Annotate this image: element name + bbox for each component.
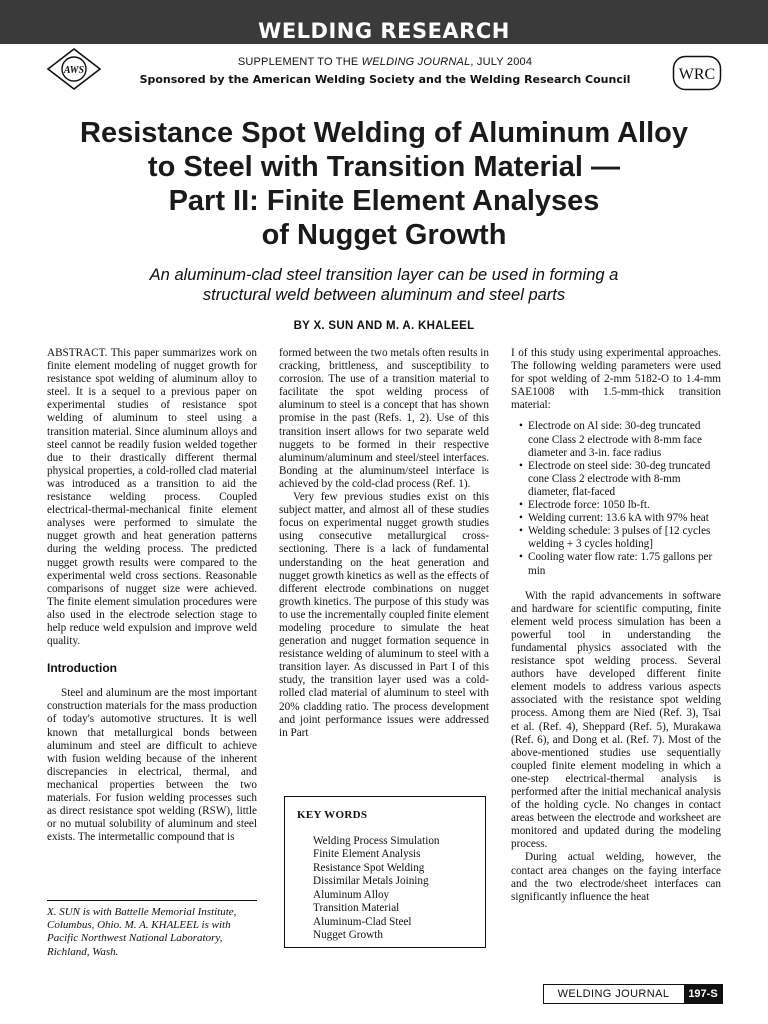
aws-logo-text: AWS — [63, 65, 85, 76]
keywords-heading: KEY WORDS — [297, 809, 368, 821]
header-banner — [0, 0, 768, 44]
deck-line: structural weld between aluminum and steel parts — [202, 286, 566, 304]
abstract: ABSTRACT. This paper summarizes work on finite element modeling of nugget growth for resistance spot welding of aluminum alloy to steel. It is a sequel to a previous paper on experimental studies of resistance spot welding of aluminum to steel using a transition material. Since aluminum alloys and steel cannot be readily fusion welded together due to their drastically different thermal physical properties, a cold-rolled clad material was introduced as a transition to aid the resistance welding process. Coupled electrical-thermal-mechanical finite element analyses were performed to simulate the nugget growth and heat generation patterns during the welding process. The predicted nugget growth results were compared to the experimental weld cross sections. Reasonable comparisons of nugget size were achieved. The finite element simulation procedures were also used in the electrode selection stage to help reduce weld expulsion and improve weld quality. — [47, 347, 257, 648]
parameter-item: • Cooling water flow rate: 1.75 gallons per min — [519, 551, 721, 577]
keyword-item: Transition Material — [313, 902, 400, 914]
wrc-logo — [672, 55, 722, 91]
section-title: WELDING RESEARCH — [258, 19, 510, 43]
aws-logo — [46, 47, 102, 91]
keyword-item: Nugget Growth — [313, 929, 383, 941]
keyword-item: Dissimilar Metals Joining — [313, 875, 429, 887]
footer-journal: WELDING JOURNAL — [557, 988, 670, 1000]
deck-line: An aluminum-clad steel transition layer can be used in forming a — [149, 266, 619, 284]
column-2 — [279, 347, 489, 740]
supplement-journal: WELDING JOURNAL — [361, 56, 471, 68]
wrc-logo-text: WRC — [678, 66, 716, 83]
keyword-item: Finite Element Analysis — [313, 848, 421, 860]
page-number: 197-S — [684, 985, 722, 1003]
body-paragraph: With the rapid advancements in software and hardware for scientific computing, finite element weld process simulation has been a powerful tool in understanding the fundamental physics associated with the resistance spot welding process. Several authors have developed different finite element models to address various aspects associated with the resistance spot welding process. Among them are Nied (Ref. 3), Tsai et al. (Ref. 4), Sheppard (Ref. 5), Murakawa (Ref. 6), and Dong et al. (Ref. 7). Most of the above-mentioned studies use sequentially coupled finite element modeling in which a one-step electrical-thermal analysis is performed after the initial mechanical analysis of the holding cycle. No changes in contact areas between the electrode and worksheet are monitored and updated during the modeling process. — [511, 589, 721, 851]
keyword-item: Aluminum-Clad Steel — [313, 915, 412, 928]
body-paragraph: formed between the two metals often results in cracking, brittleness, and susceptibility to corrosion. The use of a transition material to facilitate the spot welding process of aluminum to steel is a concept that has shown promise in the past (Refs. 1, 2). Use of this transition insert allows for two separate weld nuggets to be formed in their respective aluminum/aluminum and steel/steel interfaces. Bonding at the aluminum/steel interface is achieved by the cold-clad process (Ref. 1). — [279, 347, 489, 490]
column-1 — [47, 347, 257, 844]
page-footer — [543, 984, 723, 1004]
keywords-box — [284, 796, 486, 948]
keyword-item: Resistance Spot Welding — [313, 861, 425, 874]
supplement-line — [110, 56, 660, 68]
parameter-item: • Electrode on steel side: 30-deg truncated cone Class 2 electrode with 8-mm diameter, flat-faced — [519, 460, 721, 499]
byline: BY X. SUN AND M. A. KHALEEL — [293, 320, 475, 332]
body-paragraph: I of this study using experimental approaches. The following welding parameters were used for spot welding of 2-mm 5182-O to 1.4-mm SAE1008 with 1.5-mm-thick transition material: — [511, 347, 721, 412]
welding-parameters-list — [511, 420, 721, 577]
parameter-item: • Electrode on Al side: 30-deg truncated cone Class 2 electrode with 8-mm face diameter and 3-in. face radius — [519, 420, 721, 459]
title-line: Part II: Finite Element Analyses — [168, 185, 600, 217]
intro-heading: Introduction — [47, 661, 117, 676]
body-paragraph: Very few previous studies exist on this subject matter, and almost all of these studies focus on experimental nugget growth studies using consecutive metallurgical cross-sectioning. There is a lack of fundamental understanding on the heat generation and nugget growth kinetics as well as the effects of different electrode combinations on nugget growth kinetics. The purpose of this study was to use the incrementally coupled finite element modeling procedure to simulate the heat generation and nugget formation sequence in resistance welding of aluminum to steel with a transition layer. As discussed in Part I of this study, the transition layer used was a cold-rolled clad material of aluminum to steel with 20% cladding ratio. The process development and joint performance issues were addressed in Part — [279, 491, 490, 739]
keyword-item: Welding Process Simulation — [313, 834, 440, 847]
title-line: Resistance Spot Welding of Aluminum Alloy — [80, 117, 688, 149]
title-line: to Steel with Transition Material — — [147, 151, 621, 183]
sponsor-line: Sponsored by the American Welding Society and the Welding Research Council — [139, 73, 631, 86]
supplement-date: , JULY 2004 — [470, 56, 533, 68]
supplement-prefix: SUPPLEMENT TO THE — [237, 56, 362, 68]
affiliation-divider — [47, 900, 257, 901]
intro-paragraph: Steel and aluminum are the most important construction materials for the mass production of today's automotive structures. It is well known that metallurgical bonds between aluminum and steel are difficult to achieve with fusion welding because of the inherent discrepancies in electrical, thermal, and mechanical properties between the two materials. For fusion welding processes such as direct resistance spot welding (RSW), little or no mutual solubility of aluminum and steel exists. The intermetallic compound that is — [47, 687, 257, 844]
article-deck — [60, 265, 708, 305]
body-paragraph: During actual welding, however, the contact area changes on the faying interface and the two electrode/sheet interfaces can significantly influence the heat — [511, 851, 721, 903]
keyword-item: Aluminum Alloy — [313, 888, 390, 901]
parameter-item: • Electrode force: 1050 lb-ft. — [519, 499, 721, 512]
parameter-item: • Welding schedule: 3 pulses of [12 cycles welding + 3 cycles holding] — [519, 525, 721, 551]
author-affiliation: X. SUN is with Battelle Memorial Institute, Columbus, Ohio. M. A. KHALEEL is with Pacific Northwest National Laboratory, Richland, Wash. — [47, 906, 237, 958]
parameter-item: • Welding current: 13.6 kA with 97% heat — [519, 512, 721, 525]
title-line: of Nugget Growth — [261, 219, 507, 251]
article-title — [40, 116, 728, 252]
column-3 — [511, 347, 721, 904]
